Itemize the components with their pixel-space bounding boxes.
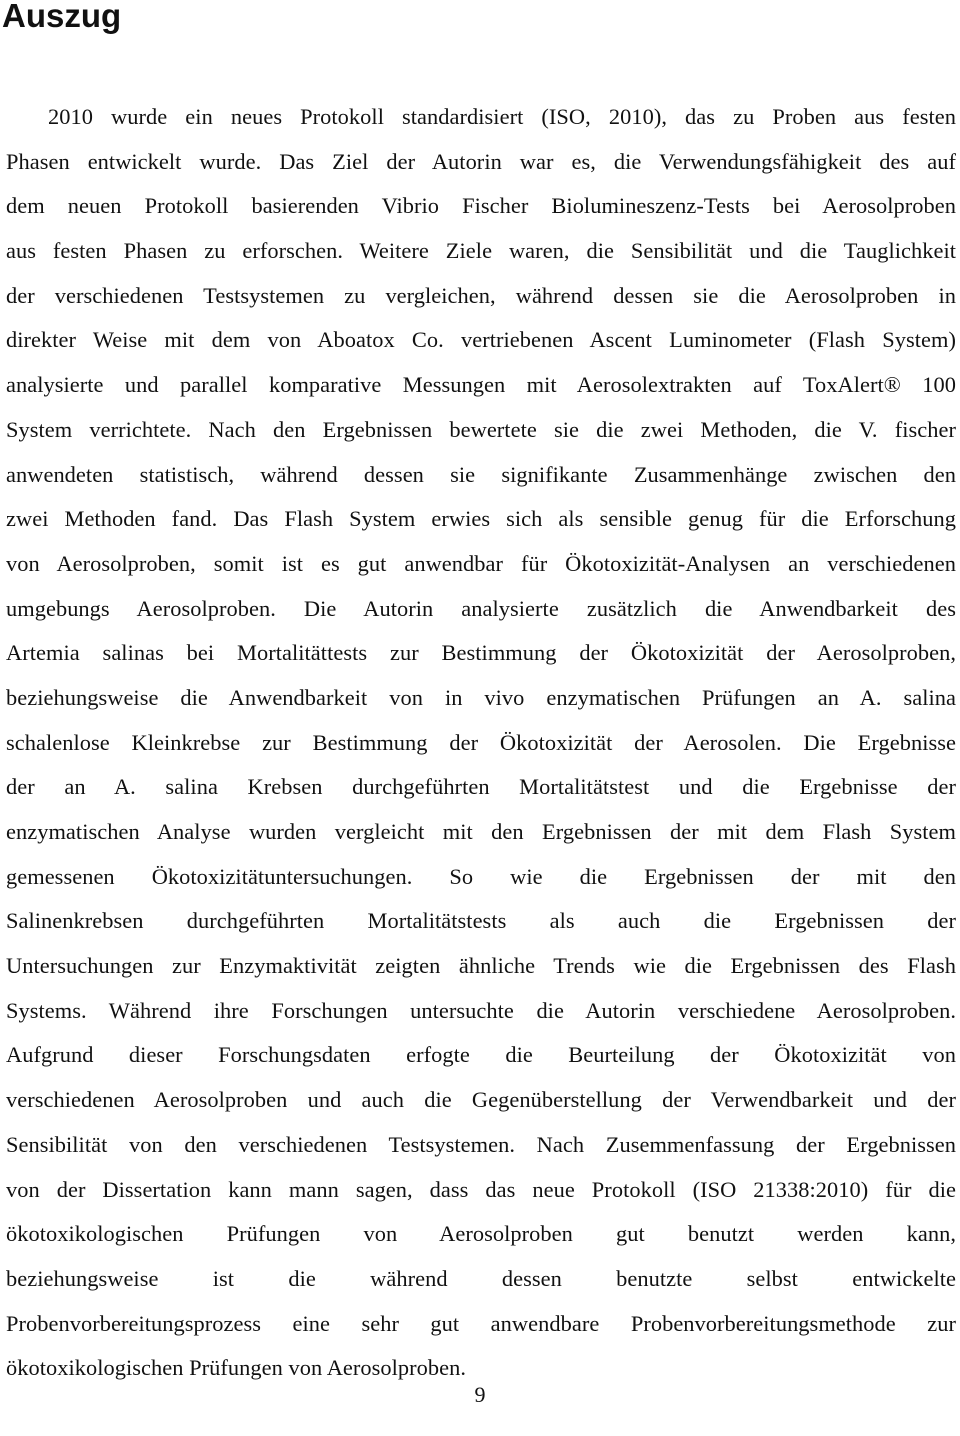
paragraph-line: zwei Methoden fand. Das Flash System erwies sich als sensible genug für die Erforschung bbox=[6, 506, 956, 532]
paragraph-line: analysierte und parallel komparative Messungen mit Aerosolextrakten auf ToxAlert® 100 bbox=[6, 372, 956, 398]
paragraph-line: Systems. Während ihre Forschungen untersuchte die Autorin verschiedene Aerosolproben. bbox=[6, 997, 956, 1023]
paragraph-line: direkter Weise mit dem von Aboatox Co. vertriebenen Ascent Luminometer (Flash System) bbox=[6, 327, 956, 353]
paragraph-line: gemessenen Ökotoxizitätuntersuchungen. So wie die Ergebnissen der mit den bbox=[6, 863, 956, 889]
paragraph-line: enzymatischen Analyse wurden vergleicht mit den Ergebnissen der mit dem Flash System bbox=[6, 819, 956, 844]
paragraph-line: 2010 wurde ein neues Protokoll standardisiert (ISO, 2010), das zu Proben aus festen bbox=[48, 104, 956, 129]
page-number: 9 bbox=[474, 1382, 486, 1407]
paragraph-line: der an A. salina Krebsen durchgeführten Mortalitätstest und die Ergebnisse der bbox=[6, 774, 956, 800]
paragraph-line: verschiedenen Aerosolproben und auch die Gegenüberstellung der Verwendbarkeit und der bbox=[6, 1087, 956, 1113]
paragraph-line: Sensibilität von den verschiedenen Testsystemen. Nach Zusemmenfassung der Ergebnissen bbox=[6, 1131, 956, 1157]
page-title: Auszug bbox=[2, 0, 122, 34]
paragraph-line: Artemia salinas bei Mortalitättests zur Bestimmung der Ökotoxizität der Aerosolproben, bbox=[6, 640, 956, 666]
paragraph-line: von Aerosolproben, somit ist es gut anwendbar für Ökotoxizität-Analysen an verschiedenen bbox=[6, 550, 956, 576]
paragraph-line: beziehungsweise die Anwendbarkeit von in vivo enzymatischen Prüfungen an A. salina bbox=[6, 684, 956, 710]
paragraph-line: umgebungs Aerosolproben. Die Autorin analysierte zusätzlich die Anwendbarkeit des bbox=[6, 595, 956, 621]
paragraph-line: Phasen entwickelt wurde. Das Ziel der Autorin war es, die Verwendungsfähigkeit des auf bbox=[6, 148, 956, 174]
paragraph-line: der verschiedenen Testsystemen zu vergleichen, während dessen sie die Aerosolproben in bbox=[6, 282, 956, 308]
paragraph-line: anwendeten statistisch, während dessen sie signifikante Zusammenhänge zwischen den bbox=[6, 461, 956, 487]
abstract-paragraph bbox=[6, 95, 956, 1391]
paragraph-line: Salinenkrebsen durchgeführten Mortalitätstests als auch die Ergebnissen der bbox=[6, 908, 956, 934]
paragraph-line: Probenvorbereitungsprozess eine sehr gut anwendbare Probenvorbereitungsmethode zur bbox=[6, 1310, 956, 1336]
paragraph-line: Aufgrund dieser Forschungsdaten erfogte die Beurteilung der Ökotoxizität von bbox=[6, 1042, 956, 1068]
paragraph-line: schalenlose Kleinkrebse zur Bestimmung der Ökotoxizität der Aerosolen. Die Ergebnisse bbox=[6, 729, 956, 755]
paragraph-line: System verrichtete. Nach den Ergebnissen bewertete sie die zwei Methoden, die V. fischer bbox=[6, 416, 956, 442]
paragraph-line: von der Dissertation kann mann sagen, dass das neue Protokoll (ISO 21338:2010) für die bbox=[6, 1176, 956, 1202]
paragraph-line: beziehungsweise ist die während dessen benutzte selbst entwickelte bbox=[6, 1265, 956, 1291]
paragraph-line: ökotoxikologischen Prüfungen von Aerosolproben gut benutzt werden kann, bbox=[6, 1221, 956, 1247]
paragraph-line: aus festen Phasen zu erforschen. Weitere Ziele waren, die Sensibilität und die Tauglichkeit bbox=[6, 238, 956, 264]
paragraph-line: ökotoxikologischen Prüfungen von Aerosolproben. bbox=[6, 1355, 467, 1381]
paragraph-line: Untersuchungen zur Enzymaktivität zeigten ähnliche Trends wie die Ergebnissen des Flash bbox=[6, 953, 956, 979]
paragraph-line: dem neuen Protokoll basierenden Vibrio Fischer Biolumineszenz-Tests bei Aerosolproben bbox=[6, 193, 956, 219]
